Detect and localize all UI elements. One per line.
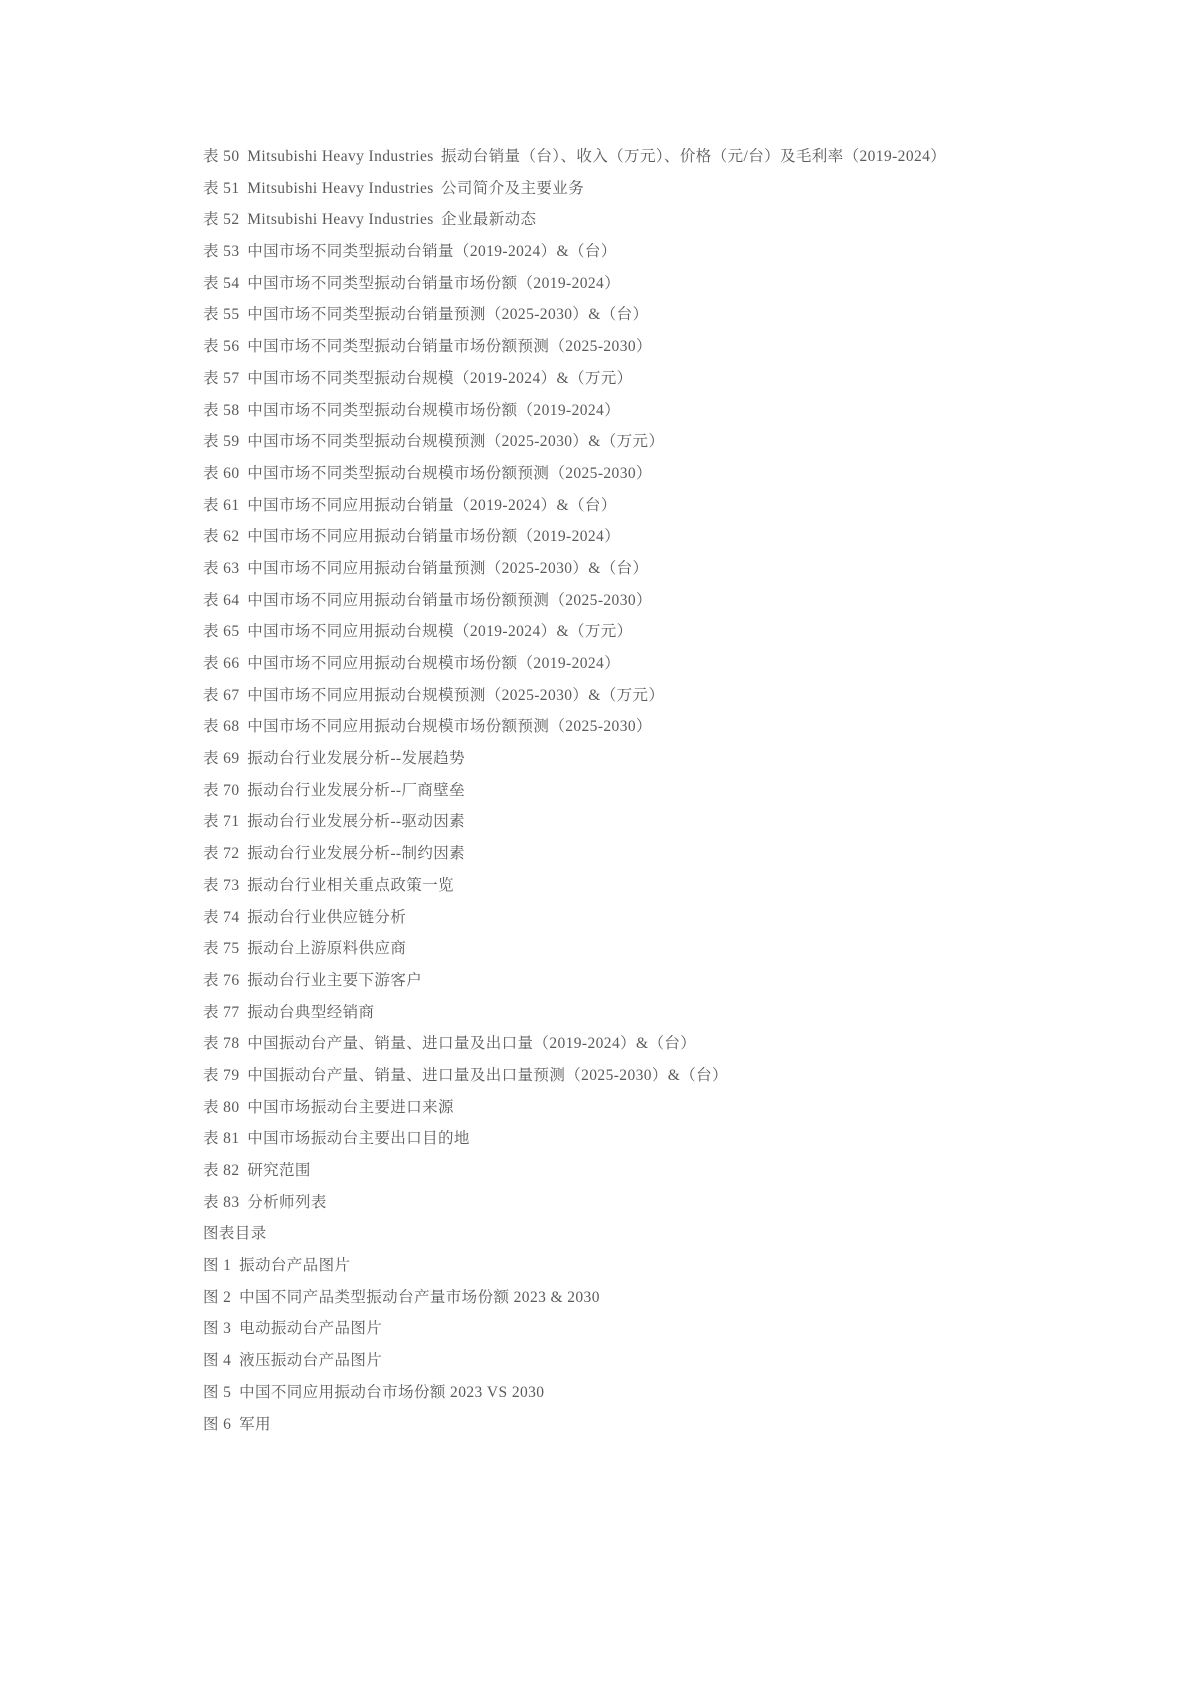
toc-entry: [203, 902, 1103, 934]
toc-entry-title: 中国市场不同应用振动台销量预测（2025-2030）&（台）: [247, 559, 649, 577]
toc-entry-title: 中国市场不同类型振动台销量（2019-2024）&（台）: [247, 243, 617, 261]
toc-entry: [203, 521, 1103, 553]
toc-entry-title: 研究范围: [247, 1162, 311, 1179]
toc-entry-title: 振动台行业发展分析--制约因素: [247, 845, 466, 863]
toc-entry: [203, 553, 1103, 585]
toc-entry: [203, 1377, 1103, 1409]
toc-entry-label: 图 6: [203, 1415, 232, 1433]
toc-entry-title: 分析师列表: [247, 1193, 327, 1211]
toc-entry-title: 中国市场不同类型振动台规模预测（2025-2030）&（万元）: [247, 433, 665, 451]
toc-entry: [203, 236, 1103, 268]
toc-entry: [203, 1345, 1103, 1377]
toc-entry: [203, 711, 1103, 743]
toc-entry-title: 振动台行业供应链分析: [247, 908, 407, 926]
toc-entry-label: 图 3: [203, 1320, 232, 1338]
toc-entry-label: 表 55: [203, 306, 240, 324]
toc-entry: [203, 1123, 1103, 1155]
toc-entry-title: 中国市场振动台主要进口来源: [247, 1098, 454, 1116]
toc-entry-label: 表 75: [203, 940, 240, 958]
toc-entry-title: 中国不同应用振动台市场份额 2023 VS 2030: [239, 1383, 545, 1401]
toc-entry: [203, 1060, 1103, 1092]
toc-entry-label: 表 77: [203, 1003, 240, 1021]
toc-entry: [203, 331, 1103, 363]
toc-entry-label: 表 62: [203, 528, 240, 546]
toc-entry-label: 表 64: [203, 591, 240, 609]
toc-entry-label: 图 4: [203, 1352, 232, 1370]
toc-entry: [203, 870, 1103, 902]
toc-entry-label: 表 54: [203, 274, 240, 292]
toc-entry: [203, 1092, 1103, 1124]
toc-entry: [203, 933, 1103, 965]
toc-entry-title: 中国市场不同应用振动台规模市场份额预测（2025-2030）: [247, 718, 652, 736]
toc-entry-title: 图表目录: [203, 1225, 267, 1243]
toc-entry-title: 中国市场不同应用振动台销量（2019-2024）&（台）: [247, 496, 617, 514]
toc-entry-title: 振动台上游原料供应商: [247, 940, 407, 958]
toc-entry-label: 表 65: [203, 623, 240, 641]
toc-entry: [203, 585, 1103, 617]
toc-entry-label: 表 73: [203, 876, 240, 894]
toc-entry-title: 中国市场不同应用振动台规模（2019-2024）&（万元）: [247, 623, 633, 641]
toc-entry: [203, 616, 1103, 648]
toc-entry: [203, 1409, 1103, 1441]
toc-entry: [203, 680, 1103, 712]
toc-entry-label: 表 59: [203, 433, 240, 451]
toc-entry: [203, 204, 1103, 236]
toc-entry-title: 中国市场不同类型振动台销量市场份额预测（2025-2030）: [247, 338, 652, 356]
toc-entry-title: 中国市场不同应用振动台规模市场份额（2019-2024）: [247, 655, 621, 672]
toc-entry-title: 振动台行业主要下游客户: [247, 971, 423, 989]
toc-entry-label: 表 60: [203, 464, 240, 482]
toc-entry-label: 表 80: [203, 1098, 240, 1116]
toc-entry: [203, 648, 1103, 680]
toc-entry-title: 中国市场不同类型振动台规模市场份额（2019-2024）: [247, 401, 621, 419]
toc-entry-title: 振动台产品图片: [239, 1257, 351, 1275]
toc-entry: [203, 1187, 1103, 1219]
toc-entry: [203, 1250, 1103, 1282]
toc-entry-title: 中国市场不同类型振动台销量市场份额（2019-2024）: [247, 274, 621, 292]
toc-entry-title: 军用: [239, 1415, 271, 1433]
toc-entry-title: 中国市场不同类型振动台规模市场份额预测（2025-2030）: [247, 464, 652, 482]
toc-entry-label: 表 50: [203, 148, 240, 165]
toc-entry-label: 表 82: [203, 1162, 240, 1179]
table-of-contents-list: [203, 141, 1103, 1440]
toc-entry-label: 图 2: [203, 1288, 232, 1306]
toc-entry-label: 表 76: [203, 971, 240, 989]
toc-entry: [203, 775, 1103, 807]
toc-entry: [203, 363, 1103, 395]
toc-entry-title-overlay: 公司简介及主要业务: [441, 179, 585, 197]
toc-entry-title: 中国市场振动台主要出口目的地: [247, 1130, 470, 1148]
toc-entry: [203, 426, 1103, 458]
toc-section-heading: [203, 1218, 1103, 1250]
toc-entry-label: 表 58: [203, 401, 240, 419]
toc-entry-label: 表 83: [203, 1193, 240, 1211]
toc-entry-title: 中国振动台产量、销量、进口量及出口量预测（2025-2030）&（台）: [247, 1066, 728, 1084]
toc-entry: [203, 268, 1103, 300]
toc-entry: [203, 490, 1103, 522]
toc-entry: [203, 1313, 1103, 1345]
toc-entry: [203, 141, 1103, 173]
toc-entry-label: 表 71: [203, 813, 240, 831]
toc-entry-label: 表 63: [203, 559, 240, 577]
toc-entry-label: 表 52: [203, 211, 240, 229]
toc-entry-title: 振动台典型经销商: [247, 1003, 375, 1021]
toc-entry-title: 振动台行业发展分析--发展趋势: [247, 750, 466, 768]
toc-entry-title-overlay: 振动台销量（台）、收入（万元）、价格（元/台）及毛利率（2019-2024）: [441, 148, 947, 165]
toc-entry-label: 图 5: [203, 1383, 232, 1401]
toc-entry-title: 中国市场不同应用振动台销量市场份额预测（2025-2030）: [247, 591, 652, 609]
toc-entry-title: 振动台行业相关重点政策一览: [247, 876, 454, 894]
toc-entry: [203, 838, 1103, 870]
toc-entry-label: 表 79: [203, 1066, 240, 1084]
toc-entry-title: 振动台行业发展分析--厂商壁垒: [247, 781, 466, 799]
toc-entry: [203, 458, 1103, 490]
toc-entry-title: 中国市场不同应用振动台规模预测（2025-2030）&（万元）: [247, 686, 665, 704]
toc-entry-title: Mitsubishi Heavy Industries: [247, 148, 434, 165]
toc-entry-title: 中国市场不同应用振动台销量市场份额（2019-2024）: [247, 528, 621, 546]
toc-entry: [203, 395, 1103, 427]
toc-entry-label: 表 70: [203, 781, 240, 799]
toc-entry-title: 电动振动台产品图片: [239, 1320, 383, 1338]
toc-entry: [203, 965, 1103, 997]
toc-entry-label: 表 57: [203, 369, 240, 387]
toc-entry-label: 表 67: [203, 686, 240, 704]
toc-entry-title: 中国市场不同类型振动台规模（2019-2024）&（万元）: [247, 369, 633, 387]
toc-entry-title-overlay: 企业最新动态: [441, 211, 537, 229]
toc-entry: [203, 806, 1103, 838]
toc-entry-title: 中国市场不同类型振动台销量预测（2025-2030）&（台）: [247, 306, 649, 324]
toc-entry: [203, 299, 1103, 331]
toc-entry: [203, 743, 1103, 775]
toc-entry-label: 表 66: [203, 655, 240, 672]
toc-entry-title: 中国不同产品类型振动台产量市场份额 2023 & 2030: [239, 1288, 600, 1306]
toc-entry-title: 振动台行业发展分析--驱动因素: [247, 813, 466, 831]
toc-entry-title: 液压振动台产品图片: [239, 1352, 383, 1370]
toc-entry-label: 表 81: [203, 1130, 240, 1148]
toc-entry-label: 表 53: [203, 243, 240, 261]
toc-entry-title: Mitsubishi Heavy Industries: [247, 179, 434, 197]
toc-entry-label: 表 68: [203, 718, 240, 736]
toc-entry-label: 图 1: [203, 1257, 232, 1275]
toc-entry-label: 表 74: [203, 908, 240, 926]
toc-entry: [203, 173, 1103, 205]
toc-entry: [203, 1155, 1103, 1187]
toc-entry-label: 表 78: [203, 1035, 240, 1053]
toc-entry: [203, 1282, 1103, 1314]
toc-entry-label: 表 72: [203, 845, 240, 863]
toc-entry: [203, 1028, 1103, 1060]
toc-entry: [203, 997, 1103, 1029]
toc-entry-label: 表 69: [203, 750, 240, 768]
toc-entry-label: 表 51: [203, 179, 240, 197]
toc-entry-title: 中国振动台产量、销量、进口量及出口量（2019-2024）&（台）: [247, 1035, 697, 1053]
toc-entry-label: 表 56: [203, 338, 240, 356]
toc-entry-title: Mitsubishi Heavy Industries: [247, 211, 434, 229]
toc-entry-label: 表 61: [203, 496, 240, 514]
